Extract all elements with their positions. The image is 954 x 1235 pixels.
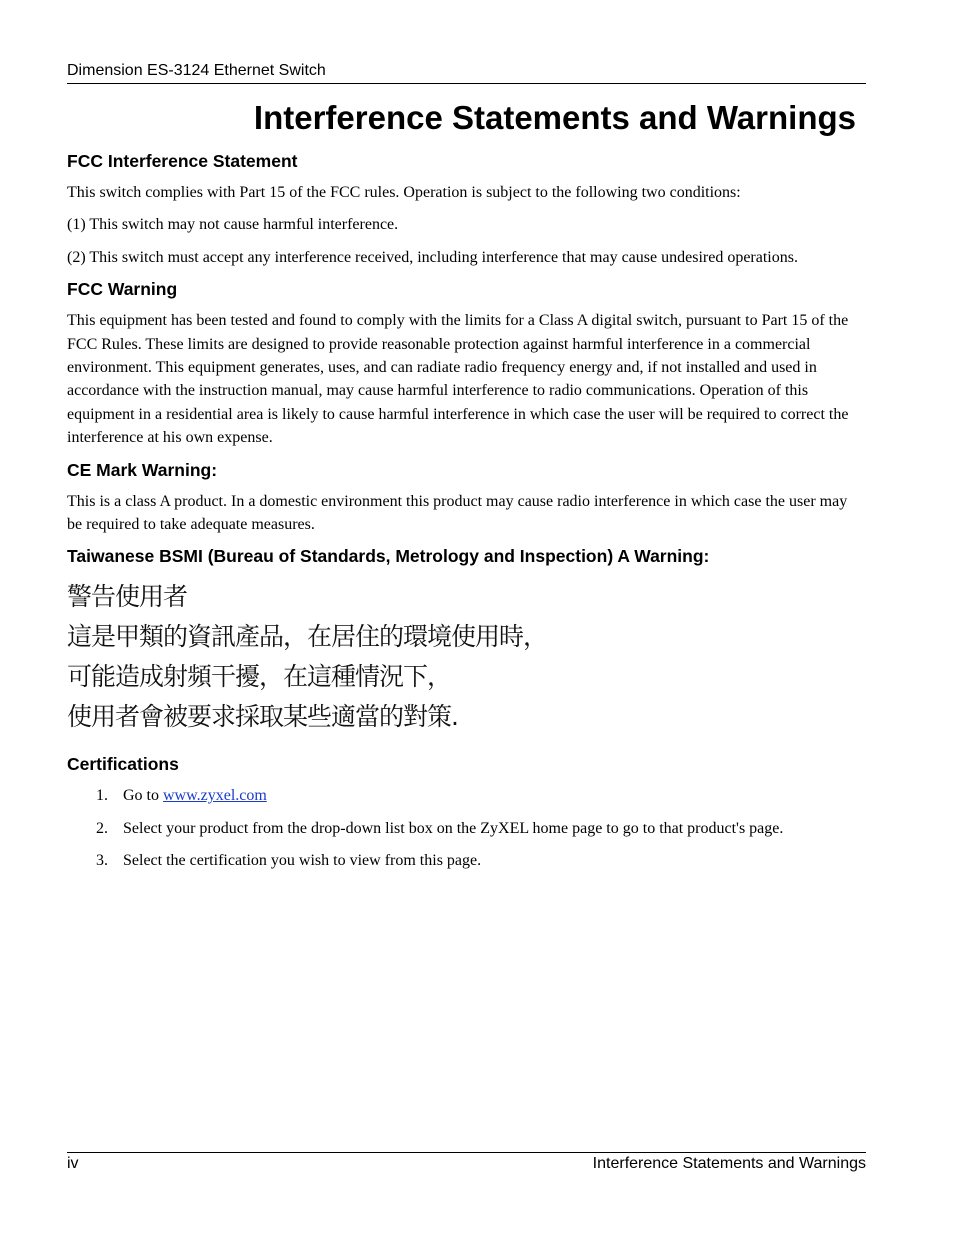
- bsmi-line-3: 可能造成射頻干擾，在這種情況下，: [67, 662, 452, 692]
- fcc-warning-body: This equipment has been tested and found to comply with the limits for a Class A digital switch, pursuant to Part 15 of the FCC Rules. These limits are designed to provide reasonable protection against harmful interference in a commercial environment. This equipment generates, uses, and can radiate radio frequency energy and, if not installed and used in accordance with the instruction manual, may cause harmful interference to radio communications. Operation of this equipment in a residential area is likely to cause harmful interference in which case the user will be required to correct the interference at his own expense.: [67, 312, 849, 447]
- certification-step-3: [67, 849, 857, 872]
- fcc-warning-heading: FCC Warning: [67, 279, 178, 300]
- bsmi-line-2: 這是甲類的資訊產品，在居住的環境使用時，: [67, 622, 548, 652]
- bsmi-line-1: 警告使用者: [67, 582, 188, 612]
- bsmi-warning-text: [67, 577, 857, 737]
- step-text: Select your product from the drop-down list box on the ZyXEL home page to go to that product's page.: [123, 819, 784, 837]
- fcc-statement-heading: FCC Interference Statement: [67, 151, 298, 171]
- step-number: 3.: [96, 852, 108, 870]
- ce-warning-heading: CE Mark Warning:: [67, 459, 218, 480]
- ce-warning-body: This is a class A product. In a domestic environment this product may cause radio interference in which case the user may be required to take adequate measures.: [67, 492, 848, 534]
- footer-chapter-title: Interference Statements and Warnings: [592, 1155, 866, 1172]
- running-header: [67, 61, 866, 84]
- certifications-heading: Certifications: [67, 754, 179, 775]
- header-product-name: Dimension ES-3124 Ethernet Switch: [67, 62, 326, 79]
- running-footer: [67, 1152, 866, 1174]
- fcc-condition-2: (2) This switch must accept any interference received, including interference that may cause undesired operations.: [67, 248, 798, 266]
- step-text-prefix: Go to: [123, 787, 163, 805]
- footer-page-number: iv: [67, 1155, 79, 1172]
- step-text: Select the certification you wish to view from this page.: [123, 852, 482, 870]
- zyxel-website-link[interactable]: www.zyxel.com: [163, 787, 267, 805]
- certification-step-2: [67, 817, 857, 840]
- step-number: 2.: [96, 819, 108, 837]
- fcc-condition-1: (1) This switch may not cause harmful interference.: [67, 216, 399, 234]
- bsmi-line-4: 使用者會被要求採取某些適當的對策.: [67, 702, 458, 732]
- page-title: Interference Statements and Warnings: [253, 99, 856, 136]
- step-number: 1.: [96, 787, 108, 805]
- bsmi-heading: Taiwanese BSMI (Bureau of Standards, Metrology and Inspection) A Warning:: [67, 546, 710, 567]
- step-text: [123, 784, 267, 807]
- fcc-statement-intro: This switch complies with Part 15 of the FCC rules. Operation is subject to the following two conditions:: [67, 184, 741, 201]
- page-content: [67, 150, 857, 882]
- certification-step-1: [67, 784, 857, 807]
- certification-steps: [67, 784, 857, 872]
